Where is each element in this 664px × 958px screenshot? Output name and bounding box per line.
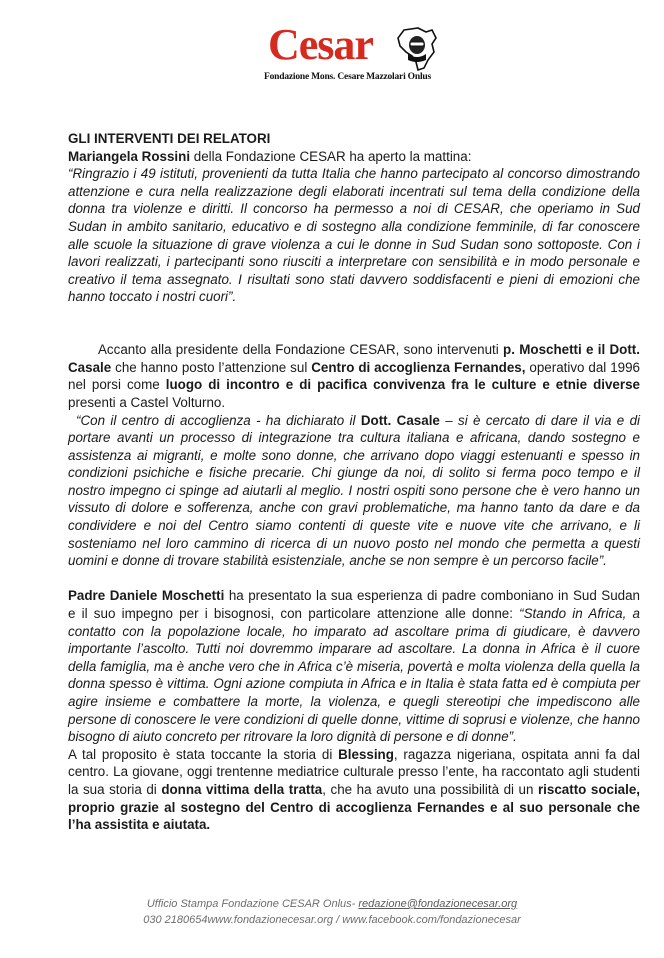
paragraph-blessing: [68, 746, 640, 834]
bold-span: Dott. Casale: [360, 412, 440, 428]
logo-wordmark: Cesar: [268, 20, 373, 69]
quote-rossini: “Ringrazio i 49 istituti, provenienti da tutta Italia che hanno partecipato al concorso dimostrando attenzione e cura nella realizzazione degli elaborati incentrati sul tema della condizione della donna tra violenze e diritti. Il concorso ha permesso a noi di CESAR, che operiamo in Sud Sudan in ambito sanitario, educativo e di sostegno alla condizione femminile, di far conoscere alle scuole la situazione di grave violenza a cui le donne in Sud Sudan sono sottoposte. Con i lavori realizzati, i partecipanti sono riusciti a interpretare con sensibilità e in modo personale e creativo il tema assegnato. I risultati sono stati davvero soddisfacenti e pieni di emozioni che hanno toccato i nostri cuori”.: [68, 166, 640, 305]
footer-line-2: [0, 912, 664, 928]
quote-span: “Con il centro di accoglienza - ha dichiarato il: [76, 412, 361, 428]
paragraph-rossini-intro: [68, 148, 640, 166]
text-span: ha presentato la sua esperienza di padre comboniano in Sud Sudan e il suo impegno per i bisognosi, con particolare attenzione alle donne:: [68, 588, 640, 622]
footer-text: 030 2180654www.fondazionecesar.org /: [143, 914, 343, 926]
footer-email-link[interactable]: redazione@fondazionecesar.org: [358, 898, 518, 910]
paragraph-gap: [68, 570, 640, 588]
bold-span: Padre Daniele Moschetti: [68, 588, 225, 604]
cesar-logo: [262, 20, 462, 90]
text-span: che hanno posto l’attenzione sul: [111, 359, 312, 375]
paragraph-gap: [68, 324, 640, 342]
page-footer: [0, 896, 664, 928]
intro-text: della Fondazione CESAR ha aperto la mattina:: [190, 148, 472, 164]
quote-span: – si è cercato di dare il via e di portare avanti un processo di integrazione tra cultura italiana e africana, dando sostegno e assistenza ai migranti, e molte sono donne, che arrivano dopo viaggi estenuanti e spesso in condizioni psichiche e fisiche precarie. Chi giunge da noi, di solito si ferma poco tempo e il nostro impegno ci spinge ad aiutarli al meglio. I nostri ospiti sono persone che è vero hanno un vissuto di dolore e sofferenza, anche con gravi problematiche, ma hanno tanto da dare e da condividere e noi del Centro siamo contenti di queste vite e nuove vite che arrivano, e li sosteniamo nel loro cammino di ricerca di un nuovo posto nel mondo che permetta a questi uomini e donne di trovare stabilità esistenziale, anche se non sempre è un percorso facile”.: [68, 412, 641, 569]
paragraph-moschetti: [68, 587, 640, 745]
footer-line-1: [0, 896, 664, 912]
bold-span: luogo di incontro e di pacifica convivenza fra le culture e etnie diverse: [165, 377, 640, 393]
africa-portrait-icon: [396, 26, 438, 72]
bold-span: riscatto sociale, proprio grazie al sostegno del Centro di accoglienza Fernandes e al suo personale che l’ha assistita e aiutata.: [68, 781, 641, 833]
text-span: , che ha avuto una possibilità di un: [322, 781, 538, 797]
section-title: GLI INTERVENTI DEI RELATORI: [68, 131, 271, 146]
paragraph-gap: [68, 306, 640, 324]
bold-span: p. Moschetti e il Dott. Casale: [68, 342, 640, 375]
logo-subtitle: Fondazione Mons. Cesare Mazzolari Onlus: [264, 72, 431, 82]
quote-span: “Stando in Africa, a contatto con la popolazione locale, ho imparato ad ascoltare prima di giudicare, è davvero importante l’ascolto. Tutti noi dovremmo imparare ad ascoltare. La donna in Africa è il cuore della famiglia, ma è anche vero che in Africa c’è miseria, povertà e molta violenza della quella la donna spesso è vittima. Ogni azione compiuta in Africa e in Italia è stata fatta ed è compiuta per agire insieme e combattere la morte, la violenza, e quegli stereotipi che impediscono alle persone di conoscere le vere condizioni di quelle donne, vittime di soprusi e violenze, che hanno bisogno di aiuto concreto per ritrovare la loro dignità di persone e di donne”.: [68, 606, 640, 745]
footer-text: Ufficio Stampa Fondazione CESAR Onlus-: [146, 898, 359, 910]
text-span: operativo dal 1996 nel porsi come: [68, 359, 640, 393]
bold-span: Centro di accoglienza Fernandes,: [311, 359, 526, 375]
bold-span: donna vittima della tratta: [161, 781, 323, 797]
bold-span: Blessing: [338, 746, 394, 762]
footer-facebook-link[interactable]: www.facebook.com/fondazionecesar: [342, 914, 521, 926]
paragraph-casale-quote: [68, 412, 640, 570]
text-span: presenti a Castel Volturno.: [68, 394, 226, 410]
text-span: A tal proposito è stata toccante la storia di: [68, 746, 339, 762]
text-span: , ragazza nigeriana, ospitata anni fa dal centro. La giovane, oggi trentenne mediatrice culturale presso l’ente, ha raccontato agli studenti la sua storia di: [68, 746, 641, 797]
speaker-name: Mariangela Rossini: [68, 148, 191, 164]
paragraph-speakers: [68, 341, 640, 411]
article-body: [68, 130, 640, 834]
text-span: Accanto alla presidente della Fondazione CESAR, sono intervenuti: [98, 342, 504, 358]
